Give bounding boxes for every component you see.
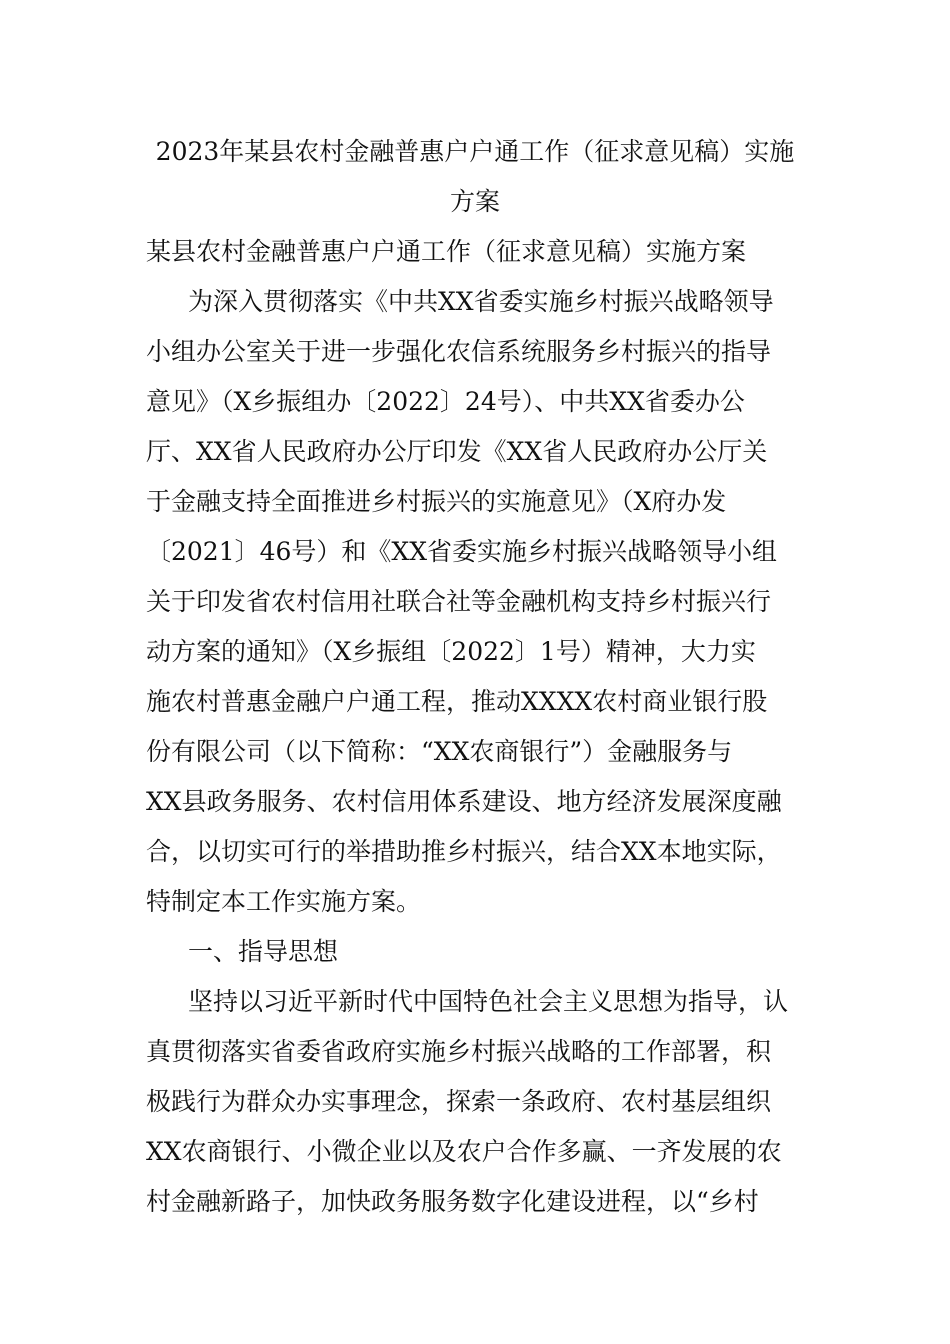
paragraph-line: 合，以切实可行的举措助推乡村振兴，结合XX本地实际， <box>146 837 782 866</box>
paragraph-line: 坚持以习近平新时代中国特色社会主义思想为指导，认 <box>188 987 789 1016</box>
paragraph-line: 真贯彻落实省委省政府实施乡村振兴战略的工作部署，积 <box>146 1037 772 1066</box>
document-subtitle: 某县农村金融普惠户户通工作（征求意见稿）实施方案 <box>146 237 747 266</box>
paragraph-line: 动方案的通知》（X乡振组〔2022〕1号）精神，大力实 <box>146 637 756 666</box>
paragraph-line: 施农村普惠金融户户通工程，推动XXXX农村商业银行股 <box>146 687 768 716</box>
paragraph-line: 〔2021〕46号）和《XX省委实施乡村振兴战略领导小组 <box>146 537 778 566</box>
paragraph-line: 厅、XX省人民政府办公厅印发《XX省人民政府办公厅关 <box>146 437 768 466</box>
paragraph-line: 极践行为群众办实事理念，探索一条政府、农村基层组织 <box>146 1087 772 1116</box>
paragraph-line: XX县政务服务、农村信用体系建设、地方经济发展深度融 <box>146 787 782 816</box>
paragraph-line: 意见》（X乡振组办〔2022〕24号）、中共XX省委办公 <box>146 387 745 416</box>
section-heading: 一、指导思想 <box>188 937 339 966</box>
paragraph-line: 为深入贯彻落实《中共XX省委实施乡村振兴战略领导 <box>188 287 774 316</box>
paragraph-line: 关于印发省农村信用社联合社等金融机构支持乡村振兴行 <box>146 587 772 616</box>
paragraph-line: XX农商银行、小微企业以及农户合作多赢、一齐发展的农 <box>146 1137 782 1166</box>
document-title-line-1: 2023年某县农村金融普惠户户通工作（征求意见稿）实施 <box>155 137 795 166</box>
document-title-line-2: 方案 <box>449 187 500 216</box>
paragraph-line: 村金融新路子，加快政务服务数字化建设进程，以“乡村 <box>146 1187 759 1216</box>
paragraph-line: 份有限公司（以下简称：“XX农商银行”）金融服务与 <box>146 737 733 766</box>
paragraph-line: 于金融支持全面推进乡村振兴的实施意见》（X府办发 <box>146 487 727 516</box>
paragraph-line: 特制定本工作实施方案。 <box>146 887 422 916</box>
paragraph-line: 小组办公室关于进一步强化农信系统服务乡村振兴的指导 <box>146 337 772 366</box>
